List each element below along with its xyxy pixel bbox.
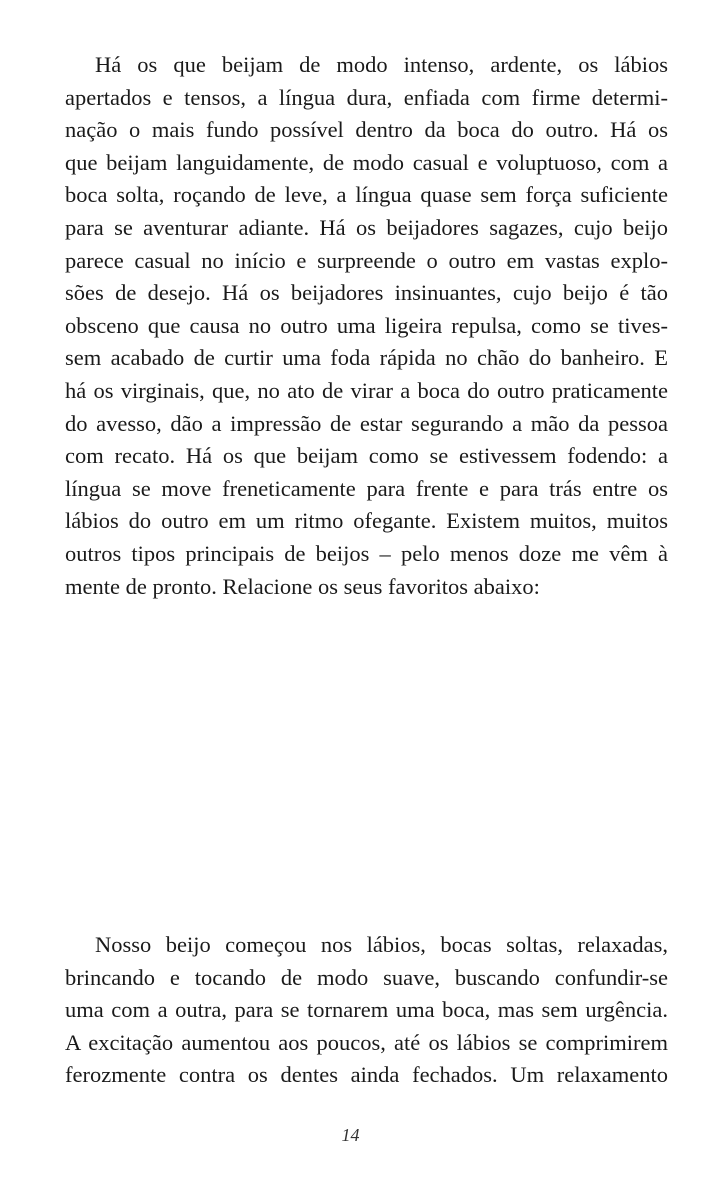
text-line: obsceno que causa no outro uma ligeira repulsa, como se tives-	[65, 312, 668, 338]
text-line: uma com a outra, para se tornarem uma boca, mas sem urgência.	[65, 997, 668, 1023]
text-line: língua se move freneticamente para frente e para trás entre os	[65, 475, 668, 501]
text-line: há os virginais, que, no ato de virar a boca do outro praticamente	[65, 377, 668, 403]
text-line: sem acabado de curtir uma foda rápida no chão do banheiro. E	[65, 345, 668, 371]
text-line: do avesso, dão a impressão de estar segurando a mão da pessoa	[65, 410, 668, 436]
text-line: mente de pronto. Relacione os seus favoritos abaixo:	[65, 573, 540, 599]
page-number: 14	[341, 1125, 360, 1145]
text-line: outros tipos principais de beijos – pelo menos doze me vêm à	[65, 540, 668, 566]
text-line: apertados e tensos, a língua dura, enfiada com firme determi-	[65, 84, 668, 110]
text-line: nação o mais fundo possível dentro da boca do outro. Há os	[65, 117, 668, 143]
text-line: com recato. Há os que beijam como se estivessem fodendo: a	[65, 443, 668, 469]
text-line: Há os que beijam de modo intenso, ardente, os lábios	[95, 52, 668, 77]
text-line: lábios do outro em um ritmo ofegante. Existem muitos, muitos	[65, 508, 668, 534]
text-line: ferozmente contra os dentes ainda fechados. Um relaxamento	[65, 1062, 668, 1088]
paragraph-our-kiss	[65, 929, 668, 1092]
text-line: para se aventurar adiante. Há os beijadores sagazes, cujo beijo	[65, 214, 668, 240]
text-line: Nosso beijo começou nos lábios, bocas soltas, relaxadas,	[95, 932, 668, 957]
text-line: boca solta, roçando de leve, a língua quase sem força suficiente	[65, 182, 668, 208]
text-line: A excitação aumentou aos poucos, até os lábios se comprimirem	[65, 1029, 668, 1055]
paragraph-kiss-types	[65, 49, 668, 603]
text-line: brincando e tocando de modo suave, buscando confundir-se	[65, 964, 668, 990]
text-line: parece casual no início e surpreende o outro em vastas explo-	[65, 247, 668, 273]
text-line: sões de desejo. Há os beijadores insinuantes, cujo beijo é tão	[65, 280, 668, 306]
text-line: que beijam languidamente, de modo casual e voluptuoso, com a	[65, 149, 668, 175]
